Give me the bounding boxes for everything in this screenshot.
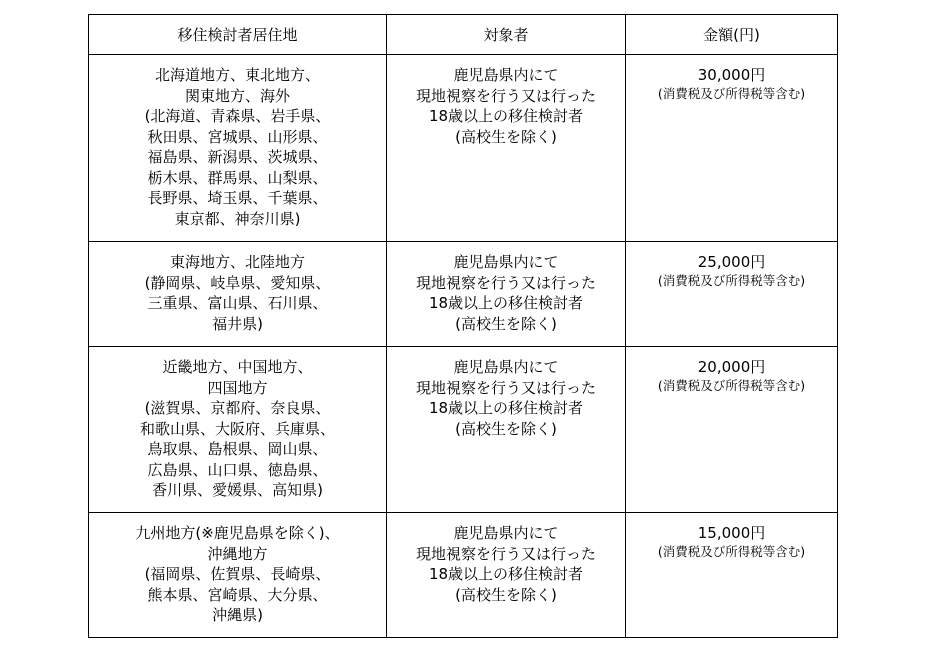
- region-cell: [89, 347, 387, 513]
- target-line: 鹿児島県内にて: [453, 66, 559, 84]
- amount-cell: [626, 242, 838, 347]
- region-line: 東海地方、北陸地方: [169, 253, 305, 271]
- tax-note: (消費税及び所得税等含む): [657, 378, 806, 393]
- subsidy-table: [88, 14, 838, 638]
- target-line: 18歳以上の移住検討者: [428, 107, 584, 125]
- region-line: 東京都、神奈川県): [174, 209, 301, 228]
- tax-note: (消費税及び所得税等含む): [657, 544, 806, 559]
- region-line: 広島県、山口県、徳島県、: [147, 460, 328, 479]
- header-target: 対象者: [387, 15, 626, 55]
- target-cell: [387, 55, 626, 242]
- amount-value: 30,000円: [697, 66, 766, 84]
- target-line: 18歳以上の移住検討者: [428, 565, 584, 583]
- region-line: 鳥取県、島根県、岡山県、: [147, 440, 328, 458]
- amount-value: 25,000円: [697, 253, 766, 271]
- tax-note: (消費税及び所得税等含む): [657, 273, 806, 288]
- region-line: 三重県、富山県、石川県、: [147, 294, 328, 312]
- target-cell: [387, 347, 626, 513]
- target-line: 現地視察を行う又は行った: [415, 273, 596, 292]
- region-line: (滋賀県、京都府、奈良県、: [144, 399, 331, 417]
- target-line: 現地視察を行う又は行った: [415, 544, 596, 563]
- target-line: (高校生を除く): [455, 419, 557, 438]
- amount-value: 20,000円: [697, 358, 766, 376]
- region-line: 和歌山県、大阪府、兵庫県、: [139, 419, 335, 438]
- region-line: 福島県、新潟県、茨城県、: [147, 148, 328, 166]
- region-line: (静岡県、岐阜県、愛知県、: [144, 273, 331, 292]
- region-cell: [89, 242, 387, 347]
- header-region: 移住検討者居住地: [89, 15, 387, 55]
- region-line: 沖縄地方: [207, 544, 268, 563]
- target-line: (高校生を除く): [455, 585, 557, 604]
- region-line: 長野県、埼玉県、千葉県、: [147, 189, 328, 207]
- amount-cell: [626, 347, 838, 513]
- target-cell: [387, 242, 626, 347]
- target-cell: [387, 513, 626, 638]
- region-line: 栃木県、群馬県、山梨県、: [147, 168, 328, 187]
- region-line: 北海道地方、東北地方、: [154, 66, 320, 84]
- target-line: (高校生を除く): [455, 314, 557, 333]
- amount-cell: [626, 55, 838, 242]
- target-line: 鹿児島県内にて: [453, 253, 559, 271]
- region-line: 福井県): [212, 314, 263, 333]
- region-line: 香川県、愛媛県、高知県): [152, 481, 323, 499]
- target-line: 鹿児島県内にて: [453, 524, 559, 542]
- region-line: 近畿地方、中国地方、: [162, 358, 313, 376]
- table-row: [89, 55, 838, 242]
- target-line: 18歳以上の移住検討者: [428, 399, 584, 417]
- target-line: 現地視察を行う又は行った: [415, 86, 596, 105]
- header-amount: 金額(円): [626, 15, 838, 55]
- region-cell: [89, 513, 387, 638]
- region-cell: [89, 55, 387, 242]
- target-line: 鹿児島県内にて: [453, 358, 559, 376]
- table-row: [89, 347, 838, 513]
- region-line: (福岡県、佐賀県、長崎県、: [144, 565, 331, 583]
- region-line: 熊本県、宮崎県、大分県、: [147, 585, 328, 604]
- header-row: [89, 15, 838, 55]
- region-line: 沖縄県): [212, 606, 263, 624]
- region-line: 関東地方、海外: [184, 86, 290, 105]
- target-line: 現地視察を行う又は行った: [415, 378, 596, 397]
- table-row: [89, 513, 838, 638]
- target-line: 18歳以上の移住検討者: [428, 294, 584, 312]
- table-row: [89, 242, 838, 347]
- tax-note: (消費税及び所得税等含む): [657, 86, 806, 101]
- target-line: (高校生を除く): [455, 127, 557, 146]
- region-line: 四国地方: [207, 378, 268, 397]
- amount-cell: [626, 513, 838, 638]
- region-line: (北海道、青森県、岩手県、: [144, 107, 331, 125]
- region-line: 九州地方(※鹿児島県を除く)、: [135, 524, 340, 542]
- amount-value: 15,000円: [697, 524, 766, 542]
- region-line: 秋田県、宮城県、山形県、: [147, 127, 328, 146]
